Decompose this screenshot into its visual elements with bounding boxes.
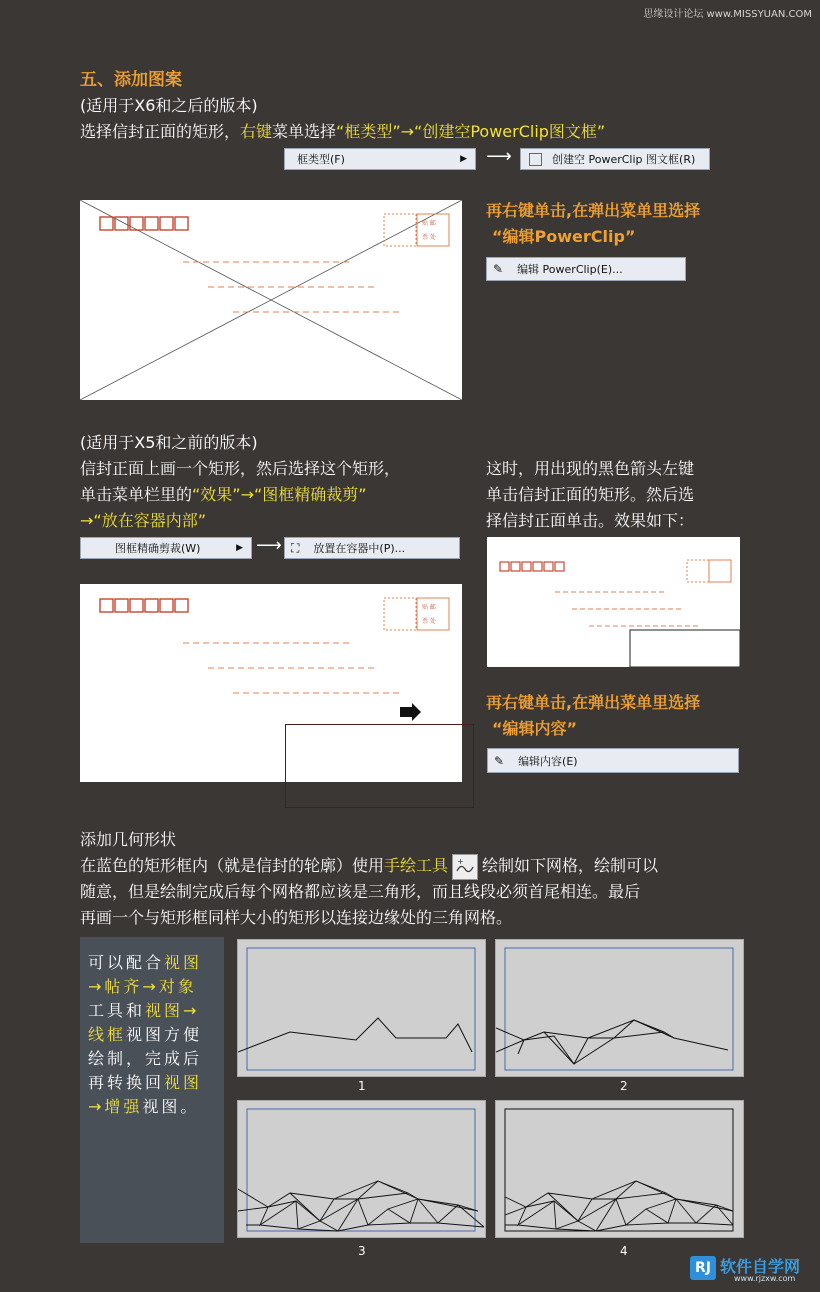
x5-left-line3: →“放在容器内部” xyxy=(80,511,206,530)
menu-label: 创建空 PowerClip 图文框(R) xyxy=(552,153,696,166)
step-3-drawing xyxy=(238,1101,485,1237)
tip-line: 可以配合视图 xyxy=(88,953,203,972)
stamp-text: 票 处 xyxy=(422,618,436,625)
watermark-top: 思缘设计论坛 www.MISSYUAN.COM xyxy=(643,9,812,20)
x5-right-line2: 单击信封正面的矩形。然后选 xyxy=(486,485,695,504)
text: 单击菜单栏里的 xyxy=(80,485,193,504)
highlight-freehand: 手绘工具 xyxy=(384,856,449,875)
geo-line1 xyxy=(80,853,658,880)
arrow-right-icon: ⟶ xyxy=(256,535,282,556)
highlight-right-click: 右键 xyxy=(240,122,273,141)
step-image-1 xyxy=(237,939,486,1077)
note-x6: (适用于X6和之后的版本) xyxy=(80,96,258,115)
envelope-3 xyxy=(487,537,740,667)
step-image-3 xyxy=(237,1100,486,1238)
highlight: “效果”→“图框精确裁剪” xyxy=(192,485,367,504)
step-image-2 xyxy=(495,939,744,1077)
step-number: 3 xyxy=(358,1244,366,1258)
x5-right-line3: 择信封正面单击。效果如下： xyxy=(486,511,695,530)
geo-line3: 再画一个与矩形框同样大小的矩形以连接边缘处的三角网格。 xyxy=(80,908,513,927)
text: 选择信封正面的矩形， xyxy=(80,122,241,141)
section-title: 五、添加图案 xyxy=(80,70,182,90)
drawn-rectangle xyxy=(285,724,474,808)
freehand-tool-icon xyxy=(452,854,478,880)
svg-text:+: + xyxy=(457,856,464,866)
logo-text: 软件自学网 xyxy=(720,1257,801,1276)
edit-icon: ✎ xyxy=(493,262,504,276)
edit-icon: ✎ xyxy=(494,753,505,768)
menu-powerclip[interactable] xyxy=(80,537,252,559)
geo-line2: 随意，但是绘制完成后每个网格都应该是三角形，而且线段必须首尾相连。最后 xyxy=(80,882,641,901)
tip-line: →增强视图。 xyxy=(88,1097,200,1116)
step-number: 2 xyxy=(620,1079,628,1093)
step-4-drawing xyxy=(496,1101,743,1237)
x5-left-line2 xyxy=(80,482,367,508)
x5-right-line1: 这时，用出现的黑色箭头左键 xyxy=(486,459,695,478)
tip-line: →帖齐→对象 xyxy=(88,977,197,996)
menu-label: 放置在容器中(P)... xyxy=(313,542,406,555)
tip-line: 再转换回视图 xyxy=(88,1073,203,1092)
tip-line: 工具和视图→ xyxy=(88,1001,200,1020)
text: 绘制如下网格，绘制可以 xyxy=(482,856,659,875)
x5-left-line1: 信封正面上画一个矩形，然后选择这个矩形， xyxy=(80,459,401,478)
menu-label: 编辑内容(E) xyxy=(518,754,578,768)
container-icon: ⛶ xyxy=(291,540,300,555)
right-note-2-line2: “编辑内容” xyxy=(492,719,578,738)
envelope-1-drawing xyxy=(80,200,462,400)
menu-edit-powerclip[interactable] xyxy=(486,257,686,281)
logo-badge-icon: RJ xyxy=(690,1256,716,1280)
menu-frame-type[interactable] xyxy=(284,148,476,170)
step-image-4 xyxy=(495,1100,744,1238)
step-2-drawing xyxy=(496,940,743,1076)
stamp-text: 贴 邮 xyxy=(422,604,436,611)
empty-frame-icon xyxy=(529,153,542,166)
chevron-right-icon: ▶ xyxy=(460,154,467,164)
chevron-right-icon: ▶ xyxy=(236,543,243,553)
tip-line: 绘制，完成后 xyxy=(88,1049,203,1068)
right-note-2-line1: 再右键单击,在弹出菜单里选择 xyxy=(486,693,701,712)
menu-label: 框类型(F) xyxy=(297,153,345,166)
menu-edit-contents[interactable] xyxy=(487,748,739,773)
step-1-drawing xyxy=(238,940,485,1076)
highlight-menu-path: “框类型”→“创建空PowerClip图文框” xyxy=(336,122,606,141)
text: 菜单选择 xyxy=(272,122,337,141)
stamp-text: 票 处 xyxy=(422,234,436,241)
tip-panel xyxy=(80,937,224,1243)
text: 在蓝色的矩形框内（就是信封的轮廓）使用 xyxy=(80,856,385,875)
stamp-text: 贴 邮 xyxy=(422,220,436,227)
menu-create-powerclip[interactable] xyxy=(520,148,710,170)
step-number: 1 xyxy=(358,1079,366,1093)
step-number: 4 xyxy=(620,1244,628,1258)
right-note-1-line2: “编辑PowerClip” xyxy=(492,227,636,246)
menu-label: 编辑 PowerClip(E)... xyxy=(517,263,623,276)
envelope-3-drawing xyxy=(487,537,740,667)
right-note-1-line1: 再右键单击,在弹出菜单里选择 xyxy=(486,201,701,220)
logo-url: www.rjzxw.com xyxy=(734,1274,796,1283)
site-logo xyxy=(690,1254,814,1286)
envelope-1 xyxy=(80,200,462,400)
menu-place-in-container[interactable] xyxy=(284,537,460,559)
arrow-right-icon: ⟶ xyxy=(486,146,512,167)
geo-title: 添加几何形状 xyxy=(80,830,177,849)
note-x5: (适用于X5和之前的版本) xyxy=(80,433,258,452)
menu-label: 图框精确剪裁(W) xyxy=(115,542,201,555)
instruction-line-1 xyxy=(80,119,605,145)
tip-line: 线框视图方便 xyxy=(88,1025,203,1044)
